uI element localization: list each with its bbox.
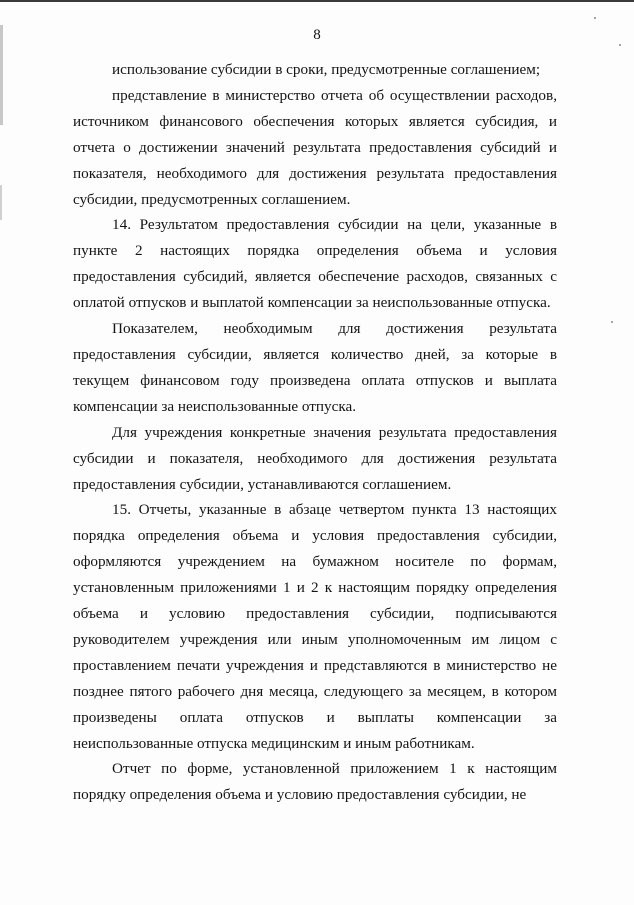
scan-edge-top [0, 0, 634, 2]
paragraph-section-14: 14. Результатом предоставления субсидии на цели, указанные в пункте 2 настоящих порядка определения объема и условия предоставления субсидий, является обеспечение расходов, связанных с оплатой отпусков и выплатой компенсации за неиспользованные отпуска. [73, 216, 557, 312]
paragraph-indicator: Показателем, необходимым для достижения результата предоставления субсидии, является количество дней, за которые в текущем финансовом году произведена оплата отпусков и выплата компенсации за неиспользованные отпуска. [73, 320, 557, 415]
document-body [73, 57, 557, 808]
scan-speck [594, 17, 596, 19]
scan-speck [611, 321, 613, 323]
page-number: 8 [313, 27, 321, 43]
scan-edge-left-lower [0, 185, 2, 220]
paragraph-report-form: Отчет по форме, установленной приложением 1 к настоящим порядку определения объема и условию предоставления субсидии, не [73, 760, 557, 804]
paragraph-report-submission: представление в министерство отчета об осуществлении расходов, источником финансового обеспечения которых является субсидия, и отчета о достижении значений результата предоставления субсидий и показателя, необходимого для достижения результата предоставления субсидии, предусмотренных соглашением. [73, 86, 557, 208]
paragraph-subsidy-usage: использование субсидии в сроки, предусмотренные соглашением; [112, 61, 541, 78]
paragraph-specific-values: Для учреждения конкретные значения результата предоставления субсидии и показателя, необходимого для достижения результата предоставления субсидии, устанавливаются соглашением. [73, 423, 557, 493]
paragraph-section-15: 15. Отчеты, указанные в абзаце четвертом пункта 13 настоящих порядка определения объема и условия предоставления субсидии, оформляются учреждением на бумажном носителе по формам, установленным приложениями 1 и 2 к настоящим порядку определения объема и условию предоставления субсидии, подписываются руководителем учреждения или иным уполномоченным им лицом с проставлением печати учреждения и представляются в министерство не позднее пятого рабочего дня месяца, следующего за месяцем, в котором произведены оплата отпусков и выплаты компенсации за неиспользованные отпуска медицинским и иным работникам. [73, 501, 557, 752]
scan-speck [619, 44, 621, 46]
